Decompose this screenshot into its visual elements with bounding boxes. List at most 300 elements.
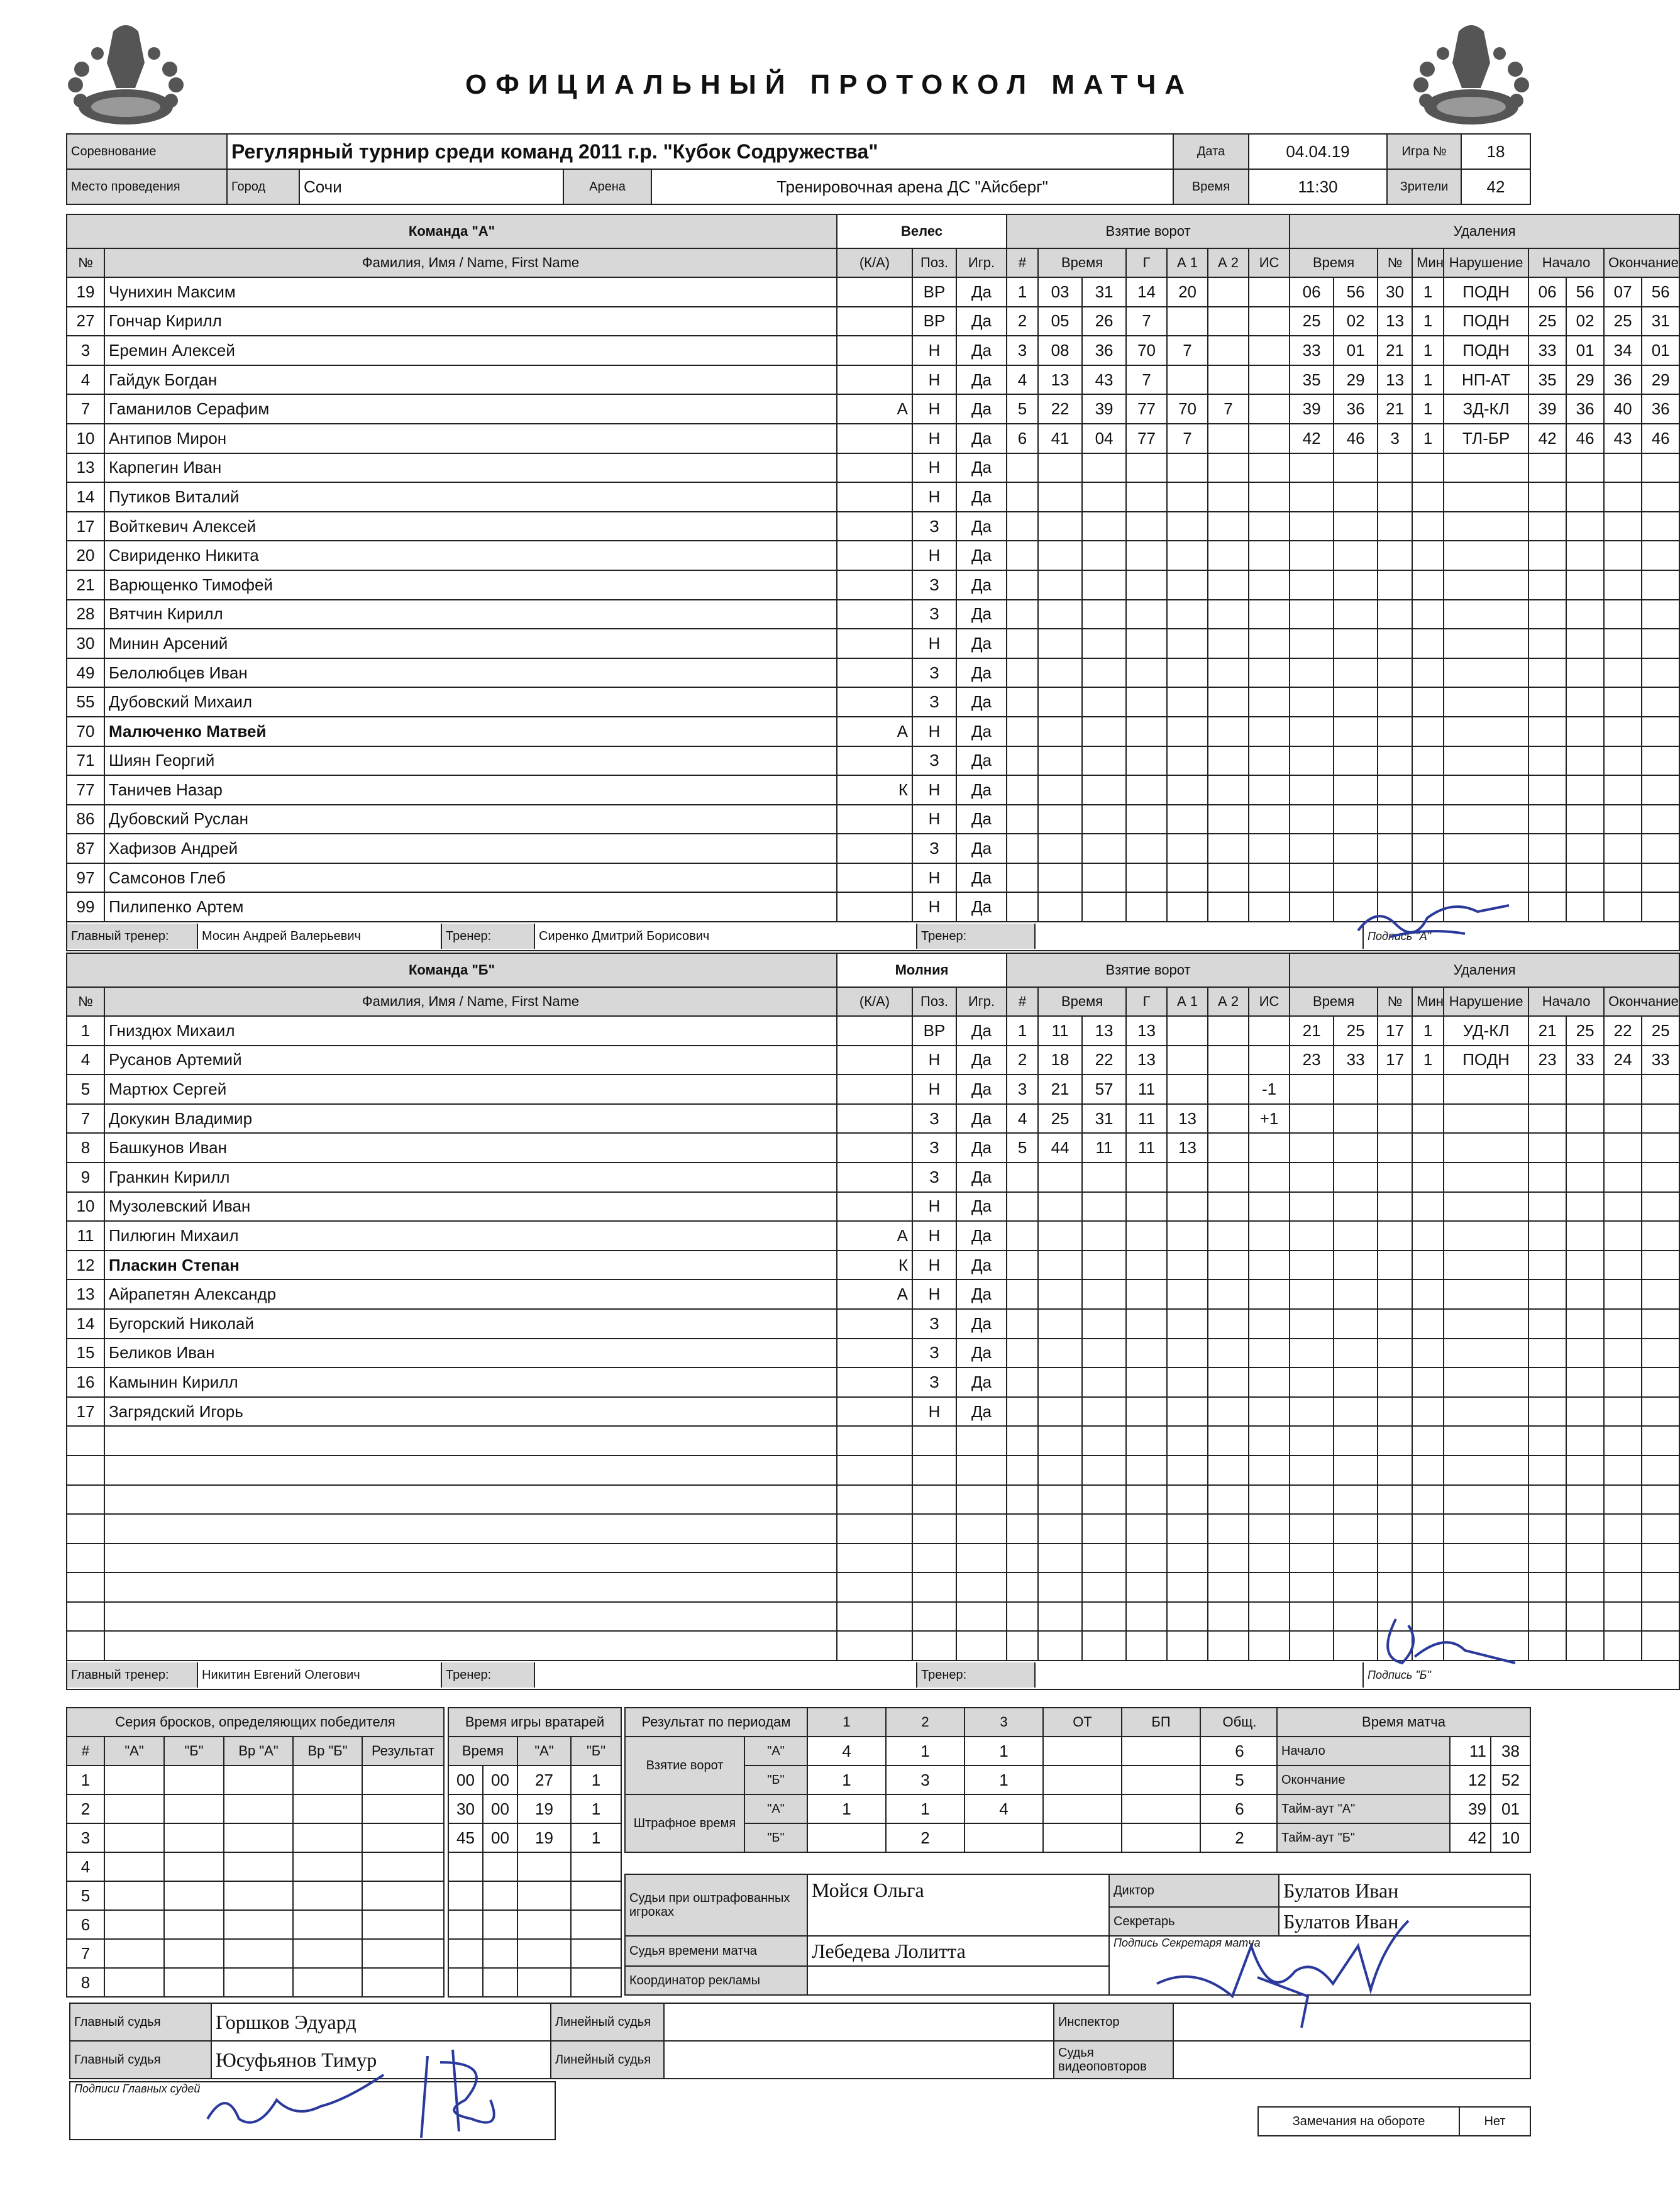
pen-start-sec: [1566, 1339, 1604, 1368]
shootout-cell: [104, 1968, 164, 1997]
player-played: Да: [956, 834, 1007, 863]
video-label: Судья видеоповторов: [1054, 2041, 1173, 2079]
player-row: [67, 570, 1679, 600]
goal-second: [1082, 1279, 1126, 1309]
goalie-time-title: Время игры вратарей: [448, 1708, 621, 1737]
pen-second: [1334, 541, 1378, 570]
goal-is: [1249, 1631, 1290, 1661]
goal-assist2: 7: [1208, 394, 1249, 424]
player-position: З: [912, 834, 956, 863]
goal-assist2: [1208, 892, 1249, 922]
goalie-second: [483, 1968, 517, 1997]
goal-number: [1007, 1631, 1038, 1661]
goal-assist1: 7: [1167, 336, 1208, 365]
goals-period-value: 1: [886, 1737, 964, 1766]
goal-assist2: [1208, 1514, 1249, 1544]
player-role: [837, 1456, 912, 1485]
shootout-cell: [293, 1939, 362, 1968]
city-value: Сочи: [299, 169, 563, 204]
pen-start-sec: [1566, 1397, 1604, 1427]
pen-end-min: [1604, 1309, 1642, 1339]
goal-second: [1082, 1221, 1126, 1251]
notes-value: Нет: [1459, 2107, 1530, 2136]
pen-infraction: [1444, 1309, 1528, 1339]
shootout-cell: [164, 1794, 224, 1823]
shootout-row-number: 4: [67, 1852, 104, 1881]
goal-assist2: [1208, 1572, 1249, 1602]
pen-minutes: [1412, 1221, 1444, 1251]
goal-number: 1: [1007, 277, 1038, 307]
goal-number: 3: [1007, 1075, 1038, 1104]
player-role: [837, 1602, 912, 1632]
pen-start-min: 42: [1528, 424, 1566, 453]
goal-is: [1249, 512, 1290, 541]
pen-start-min: [1528, 600, 1566, 629]
goalie-minute: [448, 1939, 483, 1968]
shootout-row-number: 7: [67, 1939, 104, 1968]
player-role: [837, 1397, 912, 1427]
goal-assist2: [1208, 1309, 1249, 1339]
pen-player: [1378, 1279, 1412, 1309]
pen-infraction: [1444, 512, 1528, 541]
head-coach-label: Главный тренер:: [67, 1662, 197, 1688]
head-ref-label-2: Главный судья: [70, 2041, 211, 2079]
pen-second: [1334, 1221, 1378, 1251]
goal-scorer: 11: [1126, 1075, 1167, 1104]
goal-scorer: [1126, 863, 1167, 893]
is-header: ИС: [1249, 248, 1290, 277]
goalie-minute: 00: [448, 1766, 483, 1794]
goal-scorer: 13: [1126, 1016, 1167, 1046]
player-name: Чунихин Максим: [104, 277, 837, 307]
pen-end-min: [1604, 1075, 1642, 1104]
player-played: Да: [956, 1221, 1007, 1251]
goal-number: 4: [1007, 1104, 1038, 1134]
pen-minutes: [1412, 805, 1444, 834]
pen-minute: [1290, 570, 1334, 600]
goal-assist1: [1167, 1279, 1208, 1309]
goal-second: 43: [1082, 365, 1126, 395]
goal-number: [1007, 1251, 1038, 1280]
player-position: [912, 1631, 956, 1661]
shootout-cell: [293, 1794, 362, 1823]
player-position: Н: [912, 541, 956, 570]
pen-end-min: [1604, 892, 1642, 922]
pen-minutes: 1: [1412, 1046, 1444, 1075]
goal-assist1: [1167, 541, 1208, 570]
player-name: [104, 1426, 837, 1456]
goals-title: Взятие ворот: [1007, 214, 1290, 248]
pen-infraction: [1444, 1426, 1528, 1456]
penalty-period-value: [1122, 1823, 1200, 1852]
pen-second: 36: [1334, 394, 1378, 424]
goal-assist1: [1167, 512, 1208, 541]
goal-is: [1249, 482, 1290, 512]
pen-minute: [1290, 805, 1334, 834]
pen-minutes: [1412, 1163, 1444, 1192]
shootout-col-header: "Б": [164, 1737, 224, 1766]
goalie-a: [517, 1881, 571, 1910]
goals-period-value: 1: [807, 1766, 886, 1794]
goal-second: 04: [1082, 424, 1126, 453]
player-played: Да: [956, 717, 1007, 746]
player-role: [837, 482, 912, 512]
player-name: [104, 1631, 837, 1661]
player-role: [837, 336, 912, 365]
goalie-b: 1: [571, 1794, 621, 1823]
pen-minute: 21: [1290, 1016, 1334, 1046]
pen-start-min: 33: [1528, 336, 1566, 365]
goal-assist2: [1208, 1104, 1249, 1134]
match-time-second: 38: [1491, 1737, 1530, 1766]
goal-assist2: [1208, 365, 1249, 395]
goal-time-header: Время: [1038, 987, 1126, 1016]
pen-end-min: [1604, 1279, 1642, 1309]
num-col-header: №: [67, 248, 104, 277]
goal-second: 39: [1082, 394, 1126, 424]
player-position: Н: [912, 482, 956, 512]
player-position: Н: [912, 394, 956, 424]
pen-player: [1378, 1221, 1412, 1251]
player-name: [104, 1485, 837, 1515]
pen-minute: [1290, 1221, 1334, 1251]
goal-number: [1007, 863, 1038, 893]
pen-start-sec: [1566, 482, 1604, 512]
player-row: [67, 1251, 1679, 1280]
pen-end-sec: [1642, 1631, 1679, 1661]
goal-minute: [1038, 1602, 1082, 1632]
goal-second: [1082, 453, 1126, 483]
penalty-period-value: 1: [807, 1794, 886, 1823]
player-number: 1: [67, 1016, 104, 1046]
pen-player: [1378, 658, 1412, 688]
goal-assist1: [1167, 1456, 1208, 1485]
pen-start-min: 06: [1528, 277, 1566, 307]
goal-assist2: [1208, 1251, 1249, 1280]
player-name: [104, 1456, 837, 1485]
player-role: А: [837, 717, 912, 746]
pen-player: [1378, 1368, 1412, 1397]
player-position: Н: [912, 863, 956, 893]
player-number: 87: [67, 834, 104, 863]
player-role: [837, 863, 912, 893]
player-name: Русанов Артемий: [104, 1046, 837, 1075]
head-coach-value: Никитин Евгений Олегович: [197, 1662, 441, 1688]
pen-end-sec: [1642, 1192, 1679, 1222]
pen-start-min: [1528, 1602, 1566, 1632]
played-col-header: Игр.: [956, 248, 1007, 277]
goal-scorer: [1126, 1339, 1167, 1368]
goal-minute: [1038, 1456, 1082, 1485]
pen-minutes: [1412, 863, 1444, 893]
goal-assist1: [1167, 600, 1208, 629]
player-role: [837, 687, 912, 717]
shootout-col-header: Вр "А": [224, 1737, 293, 1766]
penalty-period-value: 2: [1200, 1823, 1279, 1852]
player-row: [67, 1309, 1679, 1339]
player-played: [956, 1602, 1007, 1632]
player-position: З: [912, 746, 956, 776]
pen-second: [1334, 1192, 1378, 1222]
goal-assist1: 13: [1167, 1133, 1208, 1163]
goal-number: 1: [1007, 1016, 1038, 1046]
refs-sign-label: Подписи Главных судей: [74, 2082, 201, 2095]
player-number: 4: [67, 365, 104, 395]
pen-minutes: [1412, 658, 1444, 688]
pen-second: [1334, 775, 1378, 805]
pen-end-min: [1604, 453, 1642, 483]
player-name: [104, 1602, 837, 1632]
player-number: 71: [67, 746, 104, 776]
pen-minute: 42: [1290, 424, 1334, 453]
player-number: 13: [67, 1279, 104, 1309]
player-number: 97: [67, 863, 104, 893]
goal-second: [1082, 834, 1126, 863]
goal-second: 31: [1082, 1104, 1126, 1134]
goal-scorer: [1126, 805, 1167, 834]
player-number: [67, 1544, 104, 1573]
secretary-value: Булатов Иван: [1279, 1907, 1530, 1936]
goal-is: [1249, 1397, 1290, 1427]
pen-start-min: [1528, 1309, 1566, 1339]
player-number: 12: [67, 1251, 104, 1280]
player-number: 15: [67, 1339, 104, 1368]
period-col-header: Общ.: [1200, 1708, 1279, 1737]
player-role: [837, 629, 912, 658]
goal-second: [1082, 541, 1126, 570]
goal-minute: [1038, 1572, 1082, 1602]
player-position: [912, 1426, 956, 1456]
head-ref-label-1: Главный судья: [70, 2003, 211, 2041]
player-number: 99: [67, 892, 104, 922]
pen-start-sec: [1566, 1631, 1604, 1661]
player-number: 28: [67, 600, 104, 629]
penalty-judges-label: Судьи при оштрафованных игроках: [625, 1874, 807, 1936]
goal-assist1: [1167, 863, 1208, 893]
num-col-header: №: [67, 987, 104, 1016]
pen-minute: [1290, 658, 1334, 688]
goal-scorer: [1126, 1631, 1167, 1661]
pen-minutes: [1412, 600, 1444, 629]
pen-start-min: [1528, 1339, 1566, 1368]
player-row: [67, 541, 1679, 570]
goal-assist1: [1167, 1426, 1208, 1456]
player-row: [67, 1104, 1679, 1134]
pen-minute: [1290, 1133, 1334, 1163]
team-side-label: "Б": [744, 1766, 807, 1794]
player-row: [67, 1221, 1679, 1251]
pen-infraction: [1444, 775, 1528, 805]
goal-is: [1249, 658, 1290, 688]
pen-end-sec: [1642, 863, 1679, 893]
pen-minutes: [1412, 1572, 1444, 1602]
pen-player: [1378, 775, 1412, 805]
pen-start-min: [1528, 1163, 1566, 1192]
pen-start-sec: [1566, 717, 1604, 746]
pen-infraction: [1444, 1133, 1528, 1163]
goal-assist1: [1167, 834, 1208, 863]
goals-period-value: 3: [886, 1766, 964, 1794]
player-name: Дубовский Руслан: [104, 805, 837, 834]
goal-is: [1249, 1016, 1290, 1046]
goal-minute: [1038, 1339, 1082, 1368]
goalie-b-col-header: "Б": [571, 1737, 621, 1766]
goal-scorer: [1126, 629, 1167, 658]
player-role: [837, 424, 912, 453]
pos-col-header: Поз.: [912, 248, 956, 277]
player-row: [67, 717, 1679, 746]
player-played: Да: [956, 600, 1007, 629]
goal-is: [1249, 570, 1290, 600]
pen-minute: [1290, 1163, 1334, 1192]
player-role: [837, 1514, 912, 1544]
goal-second: [1082, 658, 1126, 688]
pen-end-sec: 46: [1642, 424, 1679, 453]
pen-minute: [1290, 1104, 1334, 1134]
goal-assist1: 7: [1167, 424, 1208, 453]
player-row: [67, 1368, 1679, 1397]
coach-label: Тренер:: [441, 924, 534, 949]
pen-minute: [1290, 1251, 1334, 1280]
penalties-title: Удаления: [1290, 214, 1679, 248]
pen-minute: [1290, 1368, 1334, 1397]
player-number: 9: [67, 1163, 104, 1192]
goalie-b: [571, 1881, 621, 1910]
secretary-label: Секретарь: [1109, 1907, 1279, 1936]
goal-scorer: [1126, 1397, 1167, 1427]
player-name: Гайдук Богдан: [104, 365, 837, 395]
goal-minute: [1038, 1368, 1082, 1397]
pen-start-min: [1528, 1251, 1566, 1280]
goal-scorer-header: Г: [1126, 987, 1167, 1016]
goal-is: [1249, 600, 1290, 629]
pen-second: [1334, 746, 1378, 776]
pen-end-min: [1604, 834, 1642, 863]
goalie-a-col-header: "А": [517, 1737, 571, 1766]
goal-minute: 25: [1038, 1104, 1082, 1134]
pen-end-sec: [1642, 453, 1679, 483]
pen-start-min: 25: [1528, 307, 1566, 336]
pen-end-min: [1604, 1368, 1642, 1397]
goal-second: [1082, 805, 1126, 834]
pen-minute: [1290, 1631, 1334, 1661]
pen-start-min: [1528, 892, 1566, 922]
team-side-label: "А": [744, 1737, 807, 1766]
pen-start-sec: [1566, 1368, 1604, 1397]
player-position: З: [912, 1339, 956, 1368]
player-played: Да: [956, 1016, 1007, 1046]
pen-end-min: [1604, 629, 1642, 658]
pen-start-min: [1528, 1221, 1566, 1251]
player-name: Минин Арсений: [104, 629, 837, 658]
player-name: Варющенко Тимофей: [104, 570, 837, 600]
pen-player: 30: [1378, 277, 1412, 307]
goal-scorer: 77: [1126, 424, 1167, 453]
match-time-title: Время матча: [1277, 1708, 1530, 1737]
pen-end-sec: 33: [1642, 1046, 1679, 1075]
pen-minute: [1290, 834, 1334, 863]
pen-infraction: [1444, 1104, 1528, 1134]
goal-number: [1007, 805, 1038, 834]
goal-scorer: [1126, 453, 1167, 483]
goal-is: [1249, 277, 1290, 307]
goal-scorer: 7: [1126, 365, 1167, 395]
goal-assist1: [1167, 1485, 1208, 1515]
goal-minute: 11: [1038, 1016, 1082, 1046]
player-position: Н: [912, 424, 956, 453]
pen-start-sec: [1566, 600, 1604, 629]
pen-minute: [1290, 600, 1334, 629]
pen-minute: [1290, 1456, 1334, 1485]
goal-is: [1249, 746, 1290, 776]
pen-minutes: [1412, 1456, 1444, 1485]
goal-is: [1249, 1046, 1290, 1075]
period-col-header: ОТ: [1043, 1708, 1122, 1737]
goalie-time-table: [448, 1707, 622, 1998]
hockey-logo-right: [1408, 19, 1534, 138]
pen-end-min: [1604, 687, 1642, 717]
pen-start-sec: [1566, 1163, 1604, 1192]
shootout-cell: [164, 1968, 224, 1997]
shootout-col-header: #: [67, 1737, 104, 1766]
goal-assist2: [1208, 482, 1249, 512]
goal-assist1: [1167, 892, 1208, 922]
pen-minutes: [1412, 746, 1444, 776]
pen-end-min: [1604, 1485, 1642, 1515]
goalie-a: [517, 1968, 571, 1997]
pen-infraction: [1444, 453, 1528, 483]
pen-start-min: [1528, 1397, 1566, 1427]
goals-period-value: [1043, 1766, 1122, 1794]
pen-minute: [1290, 775, 1334, 805]
player-name: Айрапетян Александр: [104, 1279, 837, 1309]
team-label: Команда "Б": [67, 953, 837, 987]
pen-end-sec: [1642, 717, 1679, 746]
player-number: 55: [67, 687, 104, 717]
goalie-b: [571, 1852, 621, 1881]
pen-start-header: Начало: [1528, 987, 1604, 1016]
pen-start-min: [1528, 1631, 1566, 1661]
player-name: Войткевич Алексей: [104, 512, 837, 541]
pen-end-sec: 01: [1642, 336, 1679, 365]
player-role: [837, 1075, 912, 1104]
player-name: Беликов Иван: [104, 1339, 837, 1368]
shootout-cell: [164, 1939, 224, 1968]
goal-scorer: [1126, 1192, 1167, 1222]
player-role: [837, 1339, 912, 1368]
player-name: Гниздюх Михаил: [104, 1016, 837, 1046]
goal-second: [1082, 1602, 1126, 1632]
pen-start-sec: [1566, 570, 1604, 600]
pen-second: [1334, 717, 1378, 746]
goal-assist2: [1208, 541, 1249, 570]
goal-minute: [1038, 1426, 1082, 1456]
player-row: [67, 512, 1679, 541]
goal-assist1: [1167, 1309, 1208, 1339]
player-row: [67, 775, 1679, 805]
pen-start-sec: [1566, 658, 1604, 688]
goal-scorer: 14: [1126, 277, 1167, 307]
shootout-cell: [362, 1852, 444, 1881]
pen-start-min: 21: [1528, 1016, 1566, 1046]
pen-player: [1378, 687, 1412, 717]
notes-label: Замечания на обороте: [1258, 2107, 1459, 2136]
pen-end-min: [1604, 1572, 1642, 1602]
goal-assist1: [1167, 453, 1208, 483]
player-number: 7: [67, 394, 104, 424]
pen-end-sec: [1642, 1221, 1679, 1251]
goal-number: 3: [1007, 336, 1038, 365]
